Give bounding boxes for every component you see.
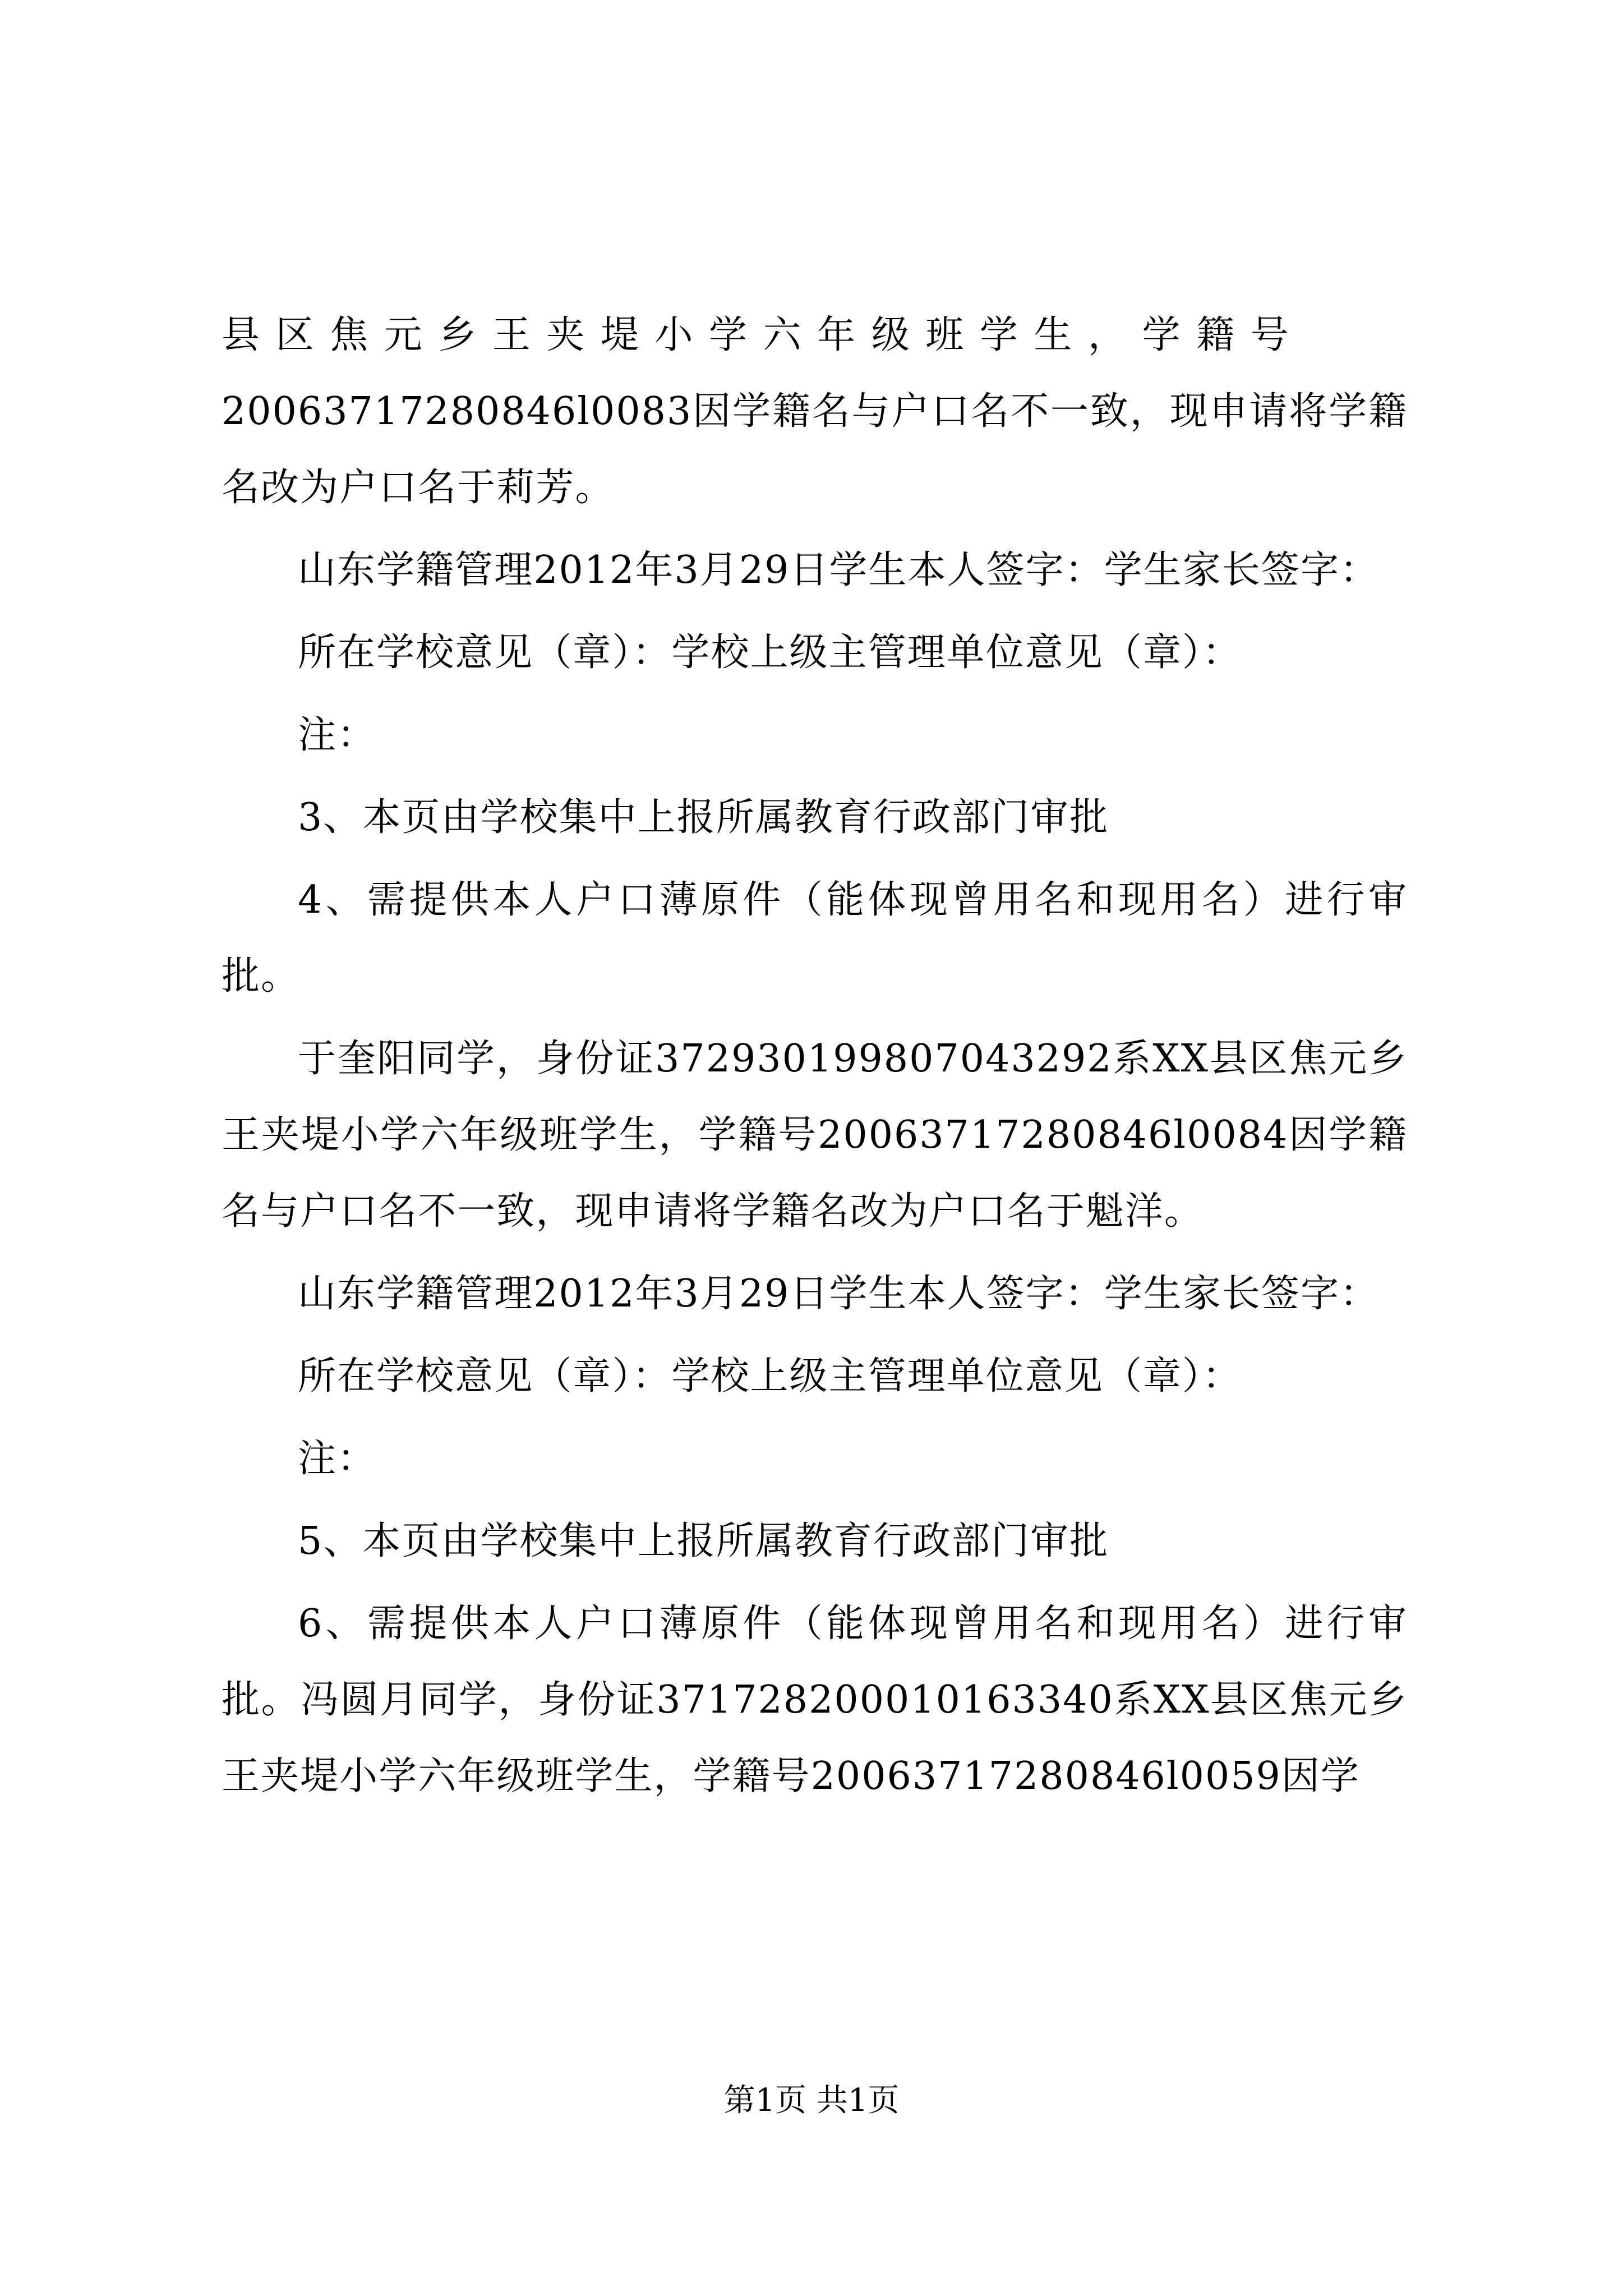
paragraph: 注： (298, 713, 377, 757)
paragraph: 4、需提供本人户口薄原件（能体现曾用名和现用名）进行审批。 (222, 878, 1408, 999)
paragraph: 20063717280846l0083因学籍名与户口名不一致，现申请将学籍名改为户口名于莉芳。 (222, 389, 1408, 510)
paragraph: 3、本页由学校集中上报所属教育行政部门审批 (298, 795, 1109, 840)
paragraph: 6、需提供本人户口薄原件（能体现曾用名和现用名）进行审批。冯圆月同学，身份证371728200010163340系XX县区焦元乡王夹堤小学六年级班学生，学籍号20063717280846l0059因学 (222, 1602, 1408, 1798)
paragraph: 5、本页由学校集中上报所属教育行政部门审批 (298, 1519, 1109, 1563)
paragraph: 县区焦元乡王夹堤小学六年级班学生，学籍号 (222, 313, 1305, 357)
paragraph: 注： (298, 1437, 377, 1481)
paragraph: 所在学校意见（章）：学校上级主管理单位意见（章）： (298, 631, 1242, 675)
document-body (222, 297, 1408, 1821)
paragraph: 山东学籍管理2012年3月29日学生本人签字：学生家长签字： (298, 1272, 1380, 1316)
paragraph: 于奎阳同学，身份证372930199807043292系XX县区焦元乡王夹堤小学六年级班学生，学籍号20063717280846l0084因学籍名与户口名不一致，现申请将学籍名改为户口名于魁洋。 (222, 1037, 1408, 1234)
paragraph: 所在学校意见（章）：学校上级主管理单位意见（章）： (298, 1354, 1242, 1398)
paragraph: 山东学籍管理2012年3月29日学生本人签字：学生家长签字： (298, 548, 1380, 592)
page-footer (0, 2076, 1623, 2120)
page-number-label: 第1页 共1页 (723, 2082, 900, 2119)
